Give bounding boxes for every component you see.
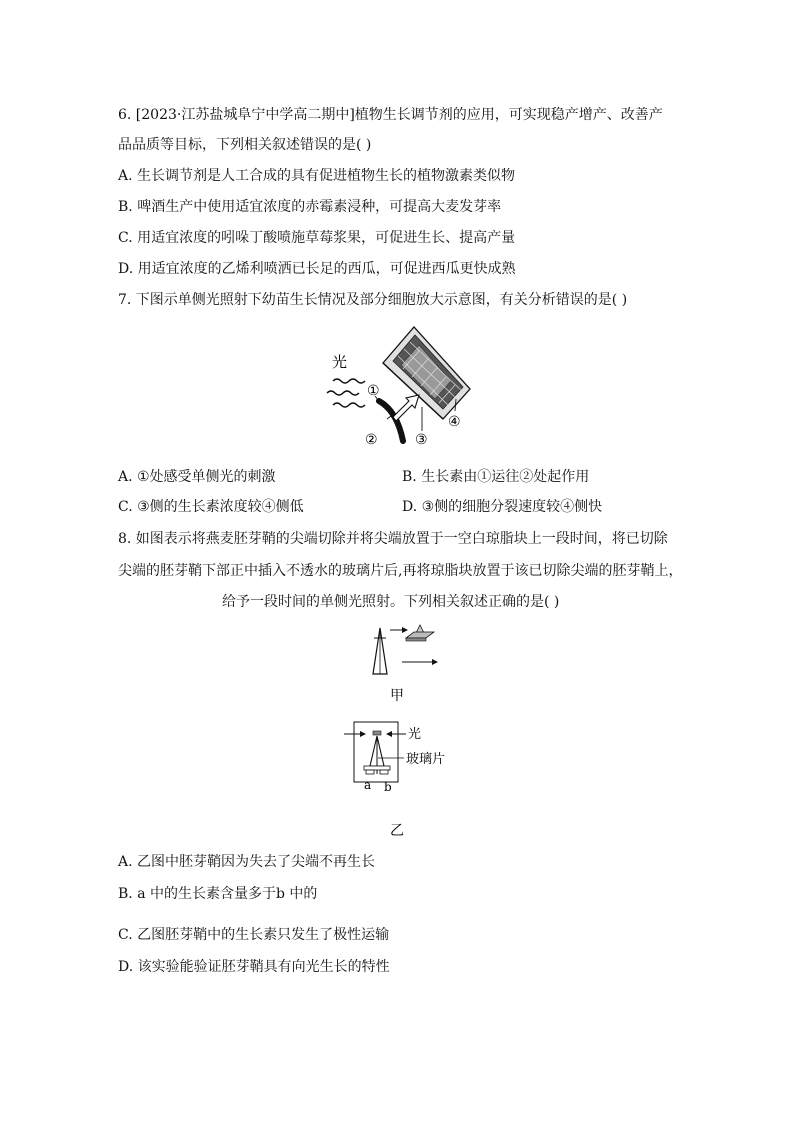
q8-stem-line2: 尖端的胚芽鞘下部正中插入不透水的玻璃片后,再将琼脂块放置于该已切除尖端的胚芽鞘上， xyxy=(118,563,683,579)
q8-figure-yi xyxy=(340,720,460,840)
q7-option-c: C. ③侧的生长素浓度较④侧低 xyxy=(118,499,304,515)
label-3: ③ xyxy=(415,432,428,448)
seedling xyxy=(379,401,403,441)
label-2: ② xyxy=(365,432,378,448)
q8-figure-jia xyxy=(358,622,448,704)
q8-glass-label: 玻璃片 xyxy=(406,752,446,767)
q6-stem-line2: 品品质等目标，下列相关叙述错误的是( ) xyxy=(118,137,372,153)
q8-stem-line3: 给予一段时间的单侧光照射。下列相关叙述正确的是( ) xyxy=(222,594,560,610)
q8-caption-jia: 甲 xyxy=(390,688,404,704)
q6-option-d: D. 用适宜浓度的乙烯利喷洒已长足的西瓜，可促进西瓜更快成熟 xyxy=(118,261,516,277)
q8-option-c: C. 乙图胚芽鞘中的生长素只发生了极性运输 xyxy=(118,927,390,943)
q7-option-a: A. ①处感受单侧光的刺激 xyxy=(118,469,276,485)
q7-stem: 7. 下图示单侧光照射下幼苗生长情况及部分细胞放大示意图，有关分析错误的是( ) xyxy=(118,292,628,308)
q8-option-b: B. a 中的生长素含量多于b 中的 xyxy=(118,886,318,902)
cell-enlargement xyxy=(383,327,470,419)
q6-option-b: B. 啤酒生产中使用适宜浓度的赤霉素浸种，可提高大麦发芽率 xyxy=(118,199,502,215)
q6-option-a: A. 生长调节剂是人工合成的具有促进植物生长的植物激素类似物 xyxy=(118,168,516,184)
label-4: ④ xyxy=(448,414,461,430)
q8-stem-line1: 8. 如图表示将燕麦胚芽鞘的尖端切除并将尖端放置于一空白琼脂块上一段时间，将已切除 xyxy=(118,531,668,547)
q8-option-a: A. 乙图中胚芽鞘因为失去了尖端不再生长 xyxy=(118,854,376,870)
magnify-arrow-icon xyxy=(393,395,419,421)
q7-light-label: 光 xyxy=(332,353,348,371)
q7-option-d: D. ③侧的细胞分裂速度较④侧快 xyxy=(402,499,603,515)
label-1: ① xyxy=(367,383,380,399)
q8-option-d: D. 该实验能验证胚芽鞘具有向光生长的特性 xyxy=(118,959,390,975)
q8-b-label: b xyxy=(384,780,392,794)
q8-caption-yi: 乙 xyxy=(390,823,404,839)
q8-a-label: a xyxy=(364,778,372,792)
coleoptile-cut-diagram xyxy=(373,625,438,674)
q7-option-b: B. 生长素由①运往②处起作用 xyxy=(402,469,590,485)
q8-light-label: 光 xyxy=(408,727,422,742)
q6-stem-line1: 6. [2023·江苏盐城阜宁中学高二期中]植物生长调节剂的应用，可实现稳产增产、改善产 xyxy=(118,107,663,123)
light-waves-icon xyxy=(327,379,365,407)
q7-figure-seedling xyxy=(315,323,495,455)
q6-option-c: C. 用适宜浓度的吲哚丁酸喷施草莓浆果，可促进生长、提高产量 xyxy=(118,230,516,246)
